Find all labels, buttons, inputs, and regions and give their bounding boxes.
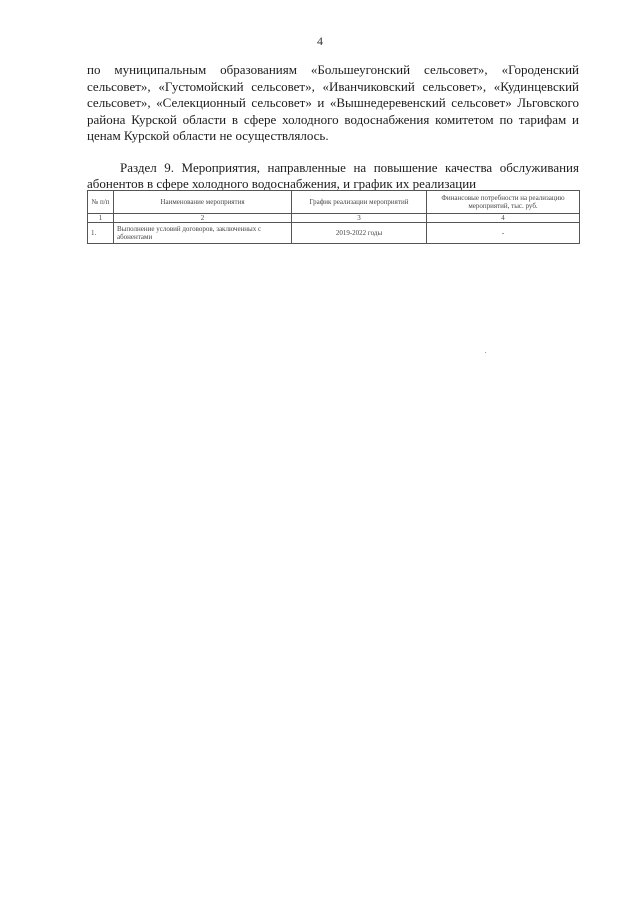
header-measure-name: Наименование мероприятия <box>114 191 292 214</box>
column-number: 3 <box>292 214 427 223</box>
scan-speck <box>485 352 486 353</box>
section-heading: Раздел 9. Мероприятия, направленные на повышение качества обслуживания абонентов в сфере холодного водоснабжения, и график их реализации <box>87 160 579 191</box>
row-finance: - <box>427 223 580 244</box>
table-header-row <box>88 191 580 214</box>
table-row <box>88 223 580 244</box>
column-number: 2 <box>114 214 292 223</box>
column-number: 4 <box>427 214 580 223</box>
measures-table <box>87 190 580 244</box>
row-measure-name: Выполнение условий договоров, заключенных с абонентами <box>114 223 292 244</box>
header-number: № п/п <box>88 191 114 214</box>
header-finance: Финансовые потребности на реализацию мероприятий, тыс. руб. <box>427 191 580 214</box>
row-number: 1. <box>88 223 114 244</box>
row-schedule: 2019-2022 годы <box>292 223 427 244</box>
column-number-row <box>88 214 580 223</box>
body-paragraph: по муниципальным образованиям «Большеугонский сельсовет», «Городенский сельсовет», «Густомойский сельсовет», «Иванчиковский сельсовет», «Кудинцевский сельсовет», «Селекционный сельсовет» и «Вышнедеревенский сельсовет» Льговского района Курской области в сфере холодного водоснабжения комитетом по тарифам и ценам Курской области не осуществлялось. <box>87 62 579 144</box>
column-number: 1 <box>88 214 114 223</box>
header-schedule: График реализации мероприятий <box>292 191 427 214</box>
page-number: 4 <box>317 34 323 48</box>
